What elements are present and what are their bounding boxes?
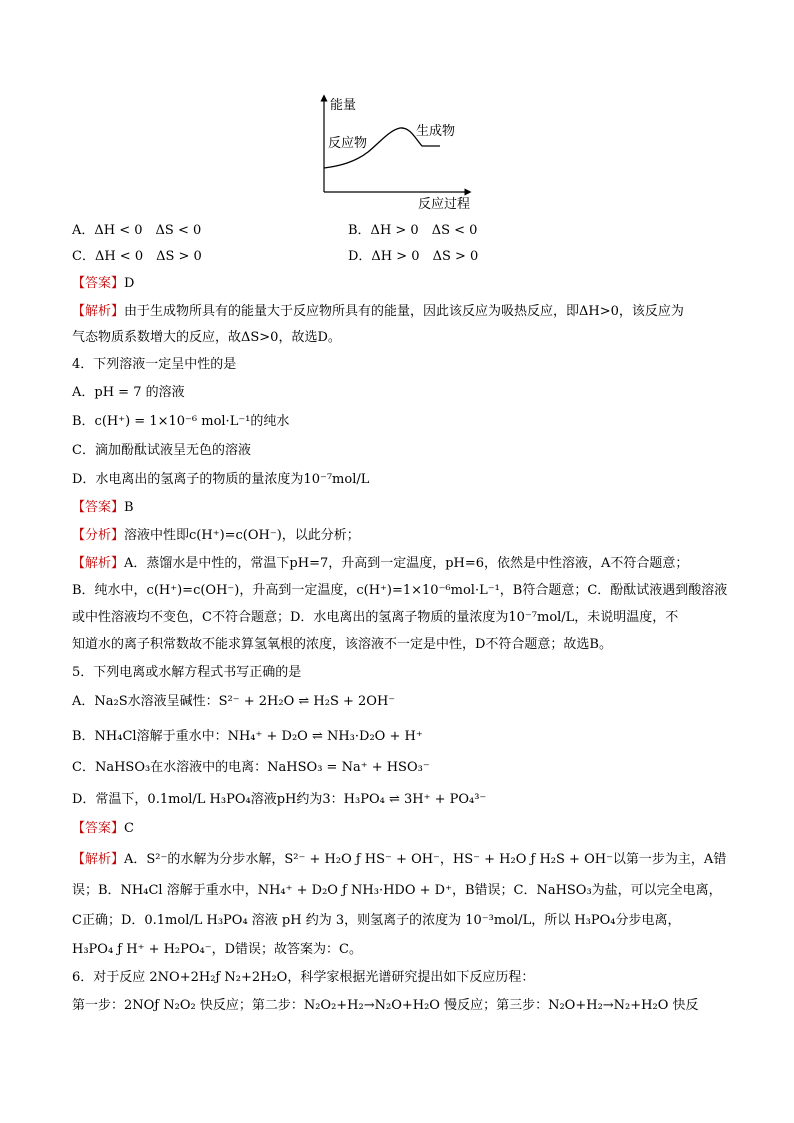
q4-analysis-line1 (72, 554, 732, 574)
q5-option-c: C．NaHSO₃在水溶液中的电离：NaHSO₃ = Na⁺ + HSO₃⁻ (72, 760, 430, 775)
y-axis-label: 能量 (330, 98, 357, 113)
q5-analysis-text: A．S²⁻的水解为分步水解，S²⁻ + H₂O ƒ HS⁻ + OH⁻，HS⁻ + H₂O ƒ H₂S + OH⁻以第一步为主，A错 (124, 852, 727, 867)
q5-analysis-line2: 误；B．NH₄Cl 溶解于重水中，NH₄⁺ + D₂O ƒ NH₃·HDO + D⁺，B错误；C．NaHSO₃为盐，可以完全电离， (72, 883, 722, 898)
q3-option-a: A．ΔH < 0 ΔS < 0 (72, 223, 202, 238)
product-label: 生成物 (416, 124, 456, 139)
q4-analyze (72, 526, 732, 546)
q5-analysis-line3: C正确；D．0.1mol/L H₃PO₄ 溶液 pH 约为 3，则氢离子的浓度为 10⁻³mol/L，所以 H₃PO₄分步电离， (72, 913, 681, 928)
q4-option-c: C．滴加酚酞试液呈无色的溶液 (72, 443, 251, 458)
q4-option-b: B．c(H⁺) = 1×10⁻⁶ mol·L⁻¹的纯水 (72, 414, 290, 429)
q5-answer-value: C (124, 821, 134, 836)
x-axis-label: 反应过程 (418, 197, 471, 212)
q4-analysis-line2: B．纯水中，c(H⁺)=c(OH⁻)，升高到一定温度，c(H⁺)=1×10⁻⁶mol·L⁻¹，B符合题意；C．酚酞试液遇到酸溶液 (72, 583, 728, 598)
q3-options-row1 (72, 221, 732, 241)
q4-option-a: A．pH = 7 的溶液 (72, 385, 185, 400)
q4-stem: 4．下列溶液一定呈中性的是 (72, 357, 237, 372)
q4-analyze-text: 溶液中性即c(H⁺)=c(OH⁻)，以此分析； (124, 528, 360, 543)
q6-stem: 6．对于反应 2NO+2H₂ƒ N₂+2H₂O，科学家根据光谱研究提出如下反应历程： (72, 970, 535, 985)
q4-analysis-line4: 知道水的离子积常数故不能求算氢氧根的浓度，该溶液不一定是中性，D不符合题意；故选B。 (72, 637, 612, 652)
answer-tag: 【答案】 (72, 821, 125, 836)
q3-analysis-line2: 气态物质系数增大的反应，故ΔS>0，故选D。 (72, 330, 341, 345)
q5-analysis-line4: H₃PO₄ ƒ H⁺ + H₂PO₄⁻，D错误；故答案为：C。 (72, 942, 362, 957)
q4-option-d: D．水电离出的氢离子的物质的量浓度为10⁻⁷mol/L (72, 472, 370, 487)
answer-tag: 【答案】 (72, 500, 125, 515)
q3-answer (72, 274, 732, 294)
q5-stem: 5．下列电离或水解方程式书写正确的是 (72, 665, 302, 680)
q3-option-d: D．ΔH > 0 ΔS > 0 (348, 249, 479, 264)
q3-option-b: B．ΔH > 0 ΔS < 0 (348, 223, 478, 238)
q4-analysis-text: A．蒸馏水是中性的，常温下pH=7，升高到一定温度，pH=6，依然是中性溶液，A不符合题意； (124, 556, 689, 571)
q5-analysis-line1 (72, 850, 732, 870)
analysis-tag: 【解析】 (72, 556, 125, 571)
q5-answer (72, 819, 732, 839)
analysis-tag: 【解析】 (72, 852, 125, 867)
q4-answer (72, 498, 732, 518)
q3-analysis-line1 (72, 302, 732, 322)
q3-options-row2 (72, 247, 732, 267)
energy-diagram-svg (300, 90, 480, 215)
q3-answer-value: D (124, 276, 135, 291)
energy-diagram (300, 90, 480, 215)
q5-option-d: D．常温下，0.1mol/L H₃PO₄溶液pH约为3：H₃PO₄ ⇌ 3H⁺ + PO₄³⁻ (72, 792, 487, 807)
reactant-label: 反应物 (328, 136, 368, 151)
q4-answer-value: B (124, 500, 134, 515)
answer-tag: 【答案】 (72, 276, 125, 291)
q6-line2: 第一步：2NOƒ N₂O₂ 快反应；第二步：N₂O₂+H₂→N₂O+H₂O 慢反应；第三步：N₂O+H₂→N₂+H₂O 快反 (72, 998, 699, 1013)
analysis-tag: 【解析】 (72, 304, 125, 319)
q3-option-c: C．ΔH < 0 ΔS > 0 (72, 249, 202, 264)
q3-analysis-text: 由于生成物所具有的能量大于反应物所具有的能量，因此该反应为吸热反应，即ΔH>0，该反应为 (124, 304, 684, 319)
q5-option-a: A．Na₂S水溶液呈碱性：S²⁻ + 2H₂O ⇌ H₂S + 2OH⁻ (72, 694, 396, 709)
q5-option-b: B．NH₄Cl溶解于重水中：NH₄⁺ + D₂O ⇌ NH₃·D₂O + H⁺ (72, 729, 423, 744)
analyze-tag: 【分析】 (72, 528, 125, 543)
q4-analysis-line3: 或中性溶液均不变色，C不符合题意；D．水电离出的氢离子物质的量浓度为10⁻⁷mol/L，未说明温度，不 (72, 610, 679, 625)
